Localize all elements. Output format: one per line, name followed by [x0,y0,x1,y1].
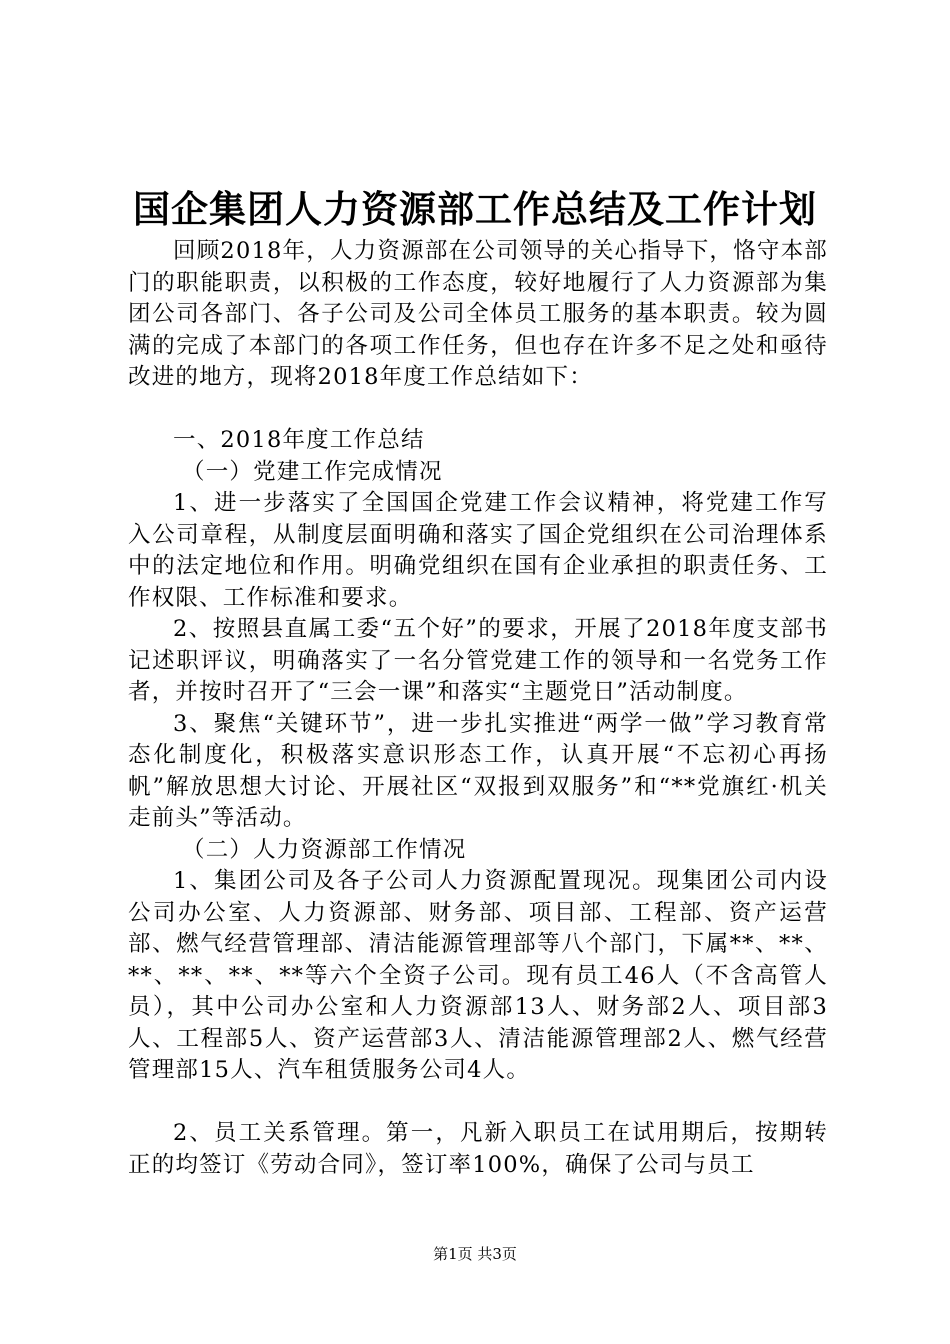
intro-paragraph: 回顾2018年，人力资源部在公司领导的关心指导下，恪守本部门的职能职责，以积极的工作态度，较好地履行了人力资源部为集团公司各部门、各子公司及公司全体员工服务的基本职责。较为圆满的完成了本部门的各项工作任务，但也存在许多不足之处和亟待改进的地方，现将2018年度工作总结如下： [128,238,828,390]
document-body [128,236,828,1181]
document-title: 国企集团人力资源部工作总结及工作计划 [133,187,817,231]
page-number-footer: 第1页 共3页 [433,1245,517,1263]
hr-work-paragraph-2: 2、员工关系管理。第一，凡新入职员工在试用期后，按期转正的均签订《劳动合同》，签订率100%，确保了公司与员工 [128,1120,828,1178]
party-building-paragraph-2: 2、按照县直属工委“五个好”的要求，开展了2018年度支部书记述职评议，明确落实了一名分管党建工作的领导和一名党务工作者，并按时召开了“三会一课”和落实“主题党日”活动制度。 [128,616,828,705]
party-building-paragraph-1: 1、进一步落实了全国国企党建工作会议精神，将党建工作写入公司章程，从制度层面明确和落实了国企党组织在公司治理体系中的法定地位和作用。明确党组织在国有企业承担的职责任务、工作权限、工作标准和要求。 [128,490,828,611]
section-heading-summary: 一、2018年度工作总结 [173,427,425,453]
subsection-heading-hr-work: （二）人力资源部工作情况 [182,836,467,863]
hr-work-paragraph-1: 1、集团公司及各子公司人力资源配置现况。现集团公司内设公司办公室、人力资源部、财务部、项目部、工程部、资产运营部、燃气经营管理部、清洁能源管理部等八个部门，下属**、**、**、**、**、**等六个全资子公司。现有员工46人（不含高管人员），其中公司办公室和人力资源部13人、财务部2人、项目部3人、工程部5人、资产运营部3人、清洁能源管理部2人、燃气经营管理部15人、汽车租赁服务公司4人。 [128,868,828,1083]
party-building-paragraph-3: 3、聚焦“关键环节”，进一步扎实推进“两学一做”学习教育常态化制度化，积极落实意识形态工作，认真开展“不忘初心再扬帆”解放思想大讨论、开展社区“双报到双服务”和“**党旗红·机关走前头”等活动。 [128,710,828,831]
subsection-heading-party-building: （一）党建工作完成情况 [182,458,443,485]
